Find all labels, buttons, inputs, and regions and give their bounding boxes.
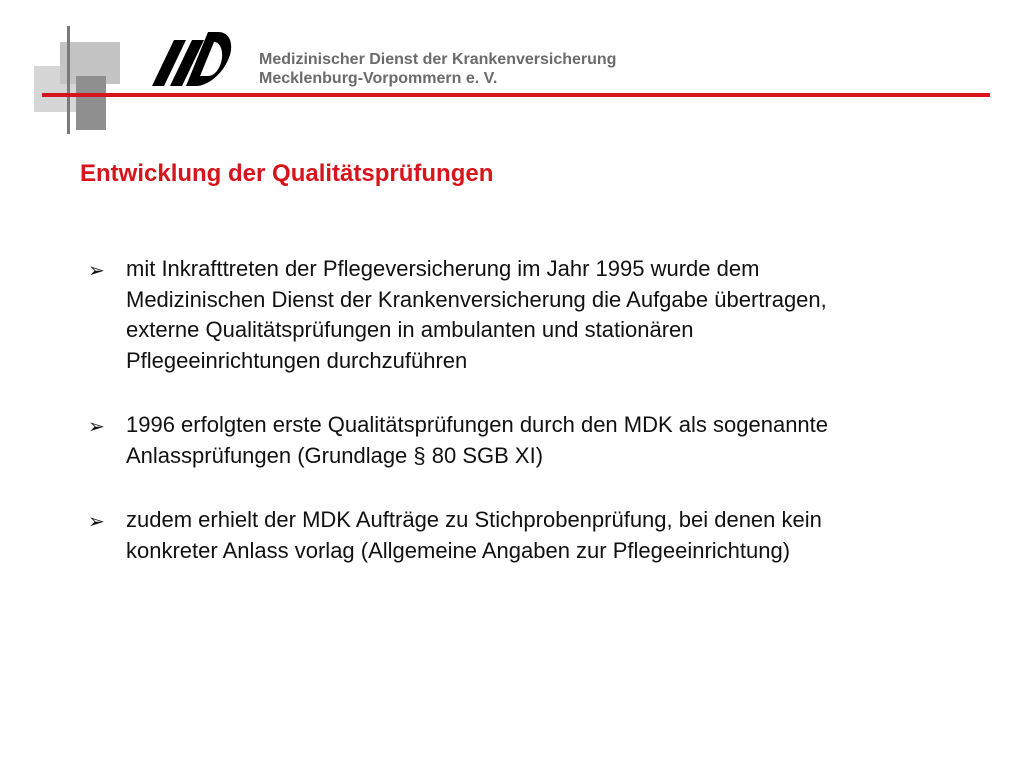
arrow-bullet-icon: ➢ (88, 511, 105, 533)
slide-title: Entwicklung der Qualitätsprüfungen (80, 160, 494, 187)
decor-square-dark (76, 76, 106, 130)
bullet-line: Pflegeeinrichtungen durchzuführen (126, 347, 468, 373)
bullet-line: mit Inkrafttreten der Pflegeversicherung im Jahr 1995 wurde dem (126, 256, 760, 281)
bullet-line: zudem erhielt der MDK Aufträge zu Stichprobenprüfung, bei denen kein (126, 507, 822, 532)
bullet-list (88, 254, 978, 566)
bullet-line: externe Qualitätsprüfungen in ambulanten und stationären (126, 317, 694, 342)
header-divider (42, 93, 990, 97)
bullet-line: 1996 erfolgten erste Qualitätsprüfungen durch den MDK als sogenannte (126, 412, 829, 437)
bullet-item (88, 254, 978, 376)
arrow-bullet-icon: ➢ (88, 416, 105, 438)
org-line-2: Mecklenburg-Vorpommern e. V. (259, 70, 498, 87)
decor-vertical-line (67, 26, 70, 134)
bullet-item (88, 410, 978, 471)
bullet-line: Medizinischen Dienst der Krankenversicherung die Aufgabe übertragen, (126, 286, 827, 312)
bullet-line: konkreter Anlass vorlag (Allgemeine Angaben zur Pflegeeinrichtung) (126, 537, 791, 563)
mdk-logo (150, 30, 232, 88)
organization-name (259, 50, 616, 88)
org-line-1: Medizinischer Dienst der Krankenversicherung (259, 51, 617, 68)
arrow-bullet-icon: ➢ (88, 260, 105, 282)
bullet-line: Anlassprüfungen (Grundlage § 80 SGB XI) (126, 442, 544, 468)
bullet-item (88, 505, 978, 566)
